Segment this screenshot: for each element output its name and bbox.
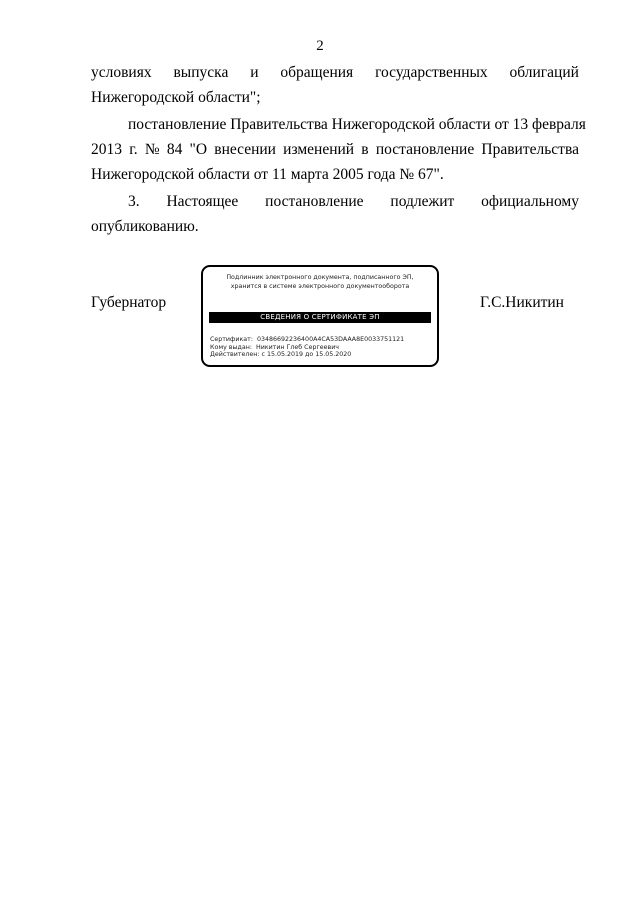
word: № <box>144 141 160 158</box>
stamp-notice <box>203 274 437 291</box>
text-line: Нижегородской области от 11 марта 2005 года № 67". <box>91 166 444 183</box>
word: Настоящее <box>166 193 239 210</box>
word: и <box>250 64 259 81</box>
word: внесении <box>214 141 276 158</box>
word: условиях <box>91 64 152 81</box>
certificate-value: 03486692236400A4CA53DAAA8E0033751121 <box>256 336 405 343</box>
certificate-details <box>210 336 404 359</box>
word: в <box>361 141 369 158</box>
text-line <box>91 189 579 214</box>
signatory-name: Г.С.Никитин <box>480 294 564 311</box>
word: официальному <box>481 193 579 210</box>
word: облигаций <box>509 64 579 81</box>
stamp-banner: СВЕДЕНИЯ О СЕРТИФИКАТЕ ЭП <box>209 312 431 323</box>
signatory-title: Губернатор <box>91 294 167 311</box>
word: изменений <box>283 141 355 158</box>
certificate-row <box>210 336 404 344</box>
issued-to-label: Кому выдан: <box>210 343 252 351</box>
validity-row <box>210 351 404 359</box>
word: выпуска <box>173 64 229 81</box>
word: 84 <box>166 141 183 158</box>
word: постановление <box>375 141 475 158</box>
word: г. <box>129 141 138 158</box>
electronic-signature-stamp <box>201 265 439 367</box>
word: обращения <box>280 64 354 81</box>
word: подлежит <box>390 193 455 210</box>
text-line: Нижегородской области"; <box>91 89 261 106</box>
validity-value: с 15.05.2019 до 15.05.2020 <box>261 351 352 359</box>
word: государственных <box>375 64 488 81</box>
certificate-label: Сертификат: <box>210 336 253 343</box>
stamp-notice-line: Подлинник электронного документа, подписанного ЭП, <box>226 274 414 281</box>
paragraph-resolution-2013 <box>91 112 586 187</box>
issued-to-value: Никитин Глеб Сергеевич <box>255 343 340 351</box>
text-line <box>91 137 579 162</box>
validity-label: Действителен: <box>210 351 260 359</box>
word: "О <box>189 141 208 158</box>
word: 3. <box>128 193 140 210</box>
word: Правительства <box>481 141 579 158</box>
text-line: опубликованию. <box>91 218 199 235</box>
stamp-notice-line: хранится в системе электронного документооборота <box>230 282 410 290</box>
word: постановление <box>265 193 364 210</box>
page-number: 2 <box>316 38 324 54</box>
text-line <box>91 60 579 85</box>
text-line: постановление Правительства Нижегородской области от 13 февраля <box>128 116 586 133</box>
paragraph-bond-conditions <box>91 60 579 110</box>
paragraph-publication-clause <box>91 189 579 239</box>
word: 2013 <box>91 141 122 158</box>
